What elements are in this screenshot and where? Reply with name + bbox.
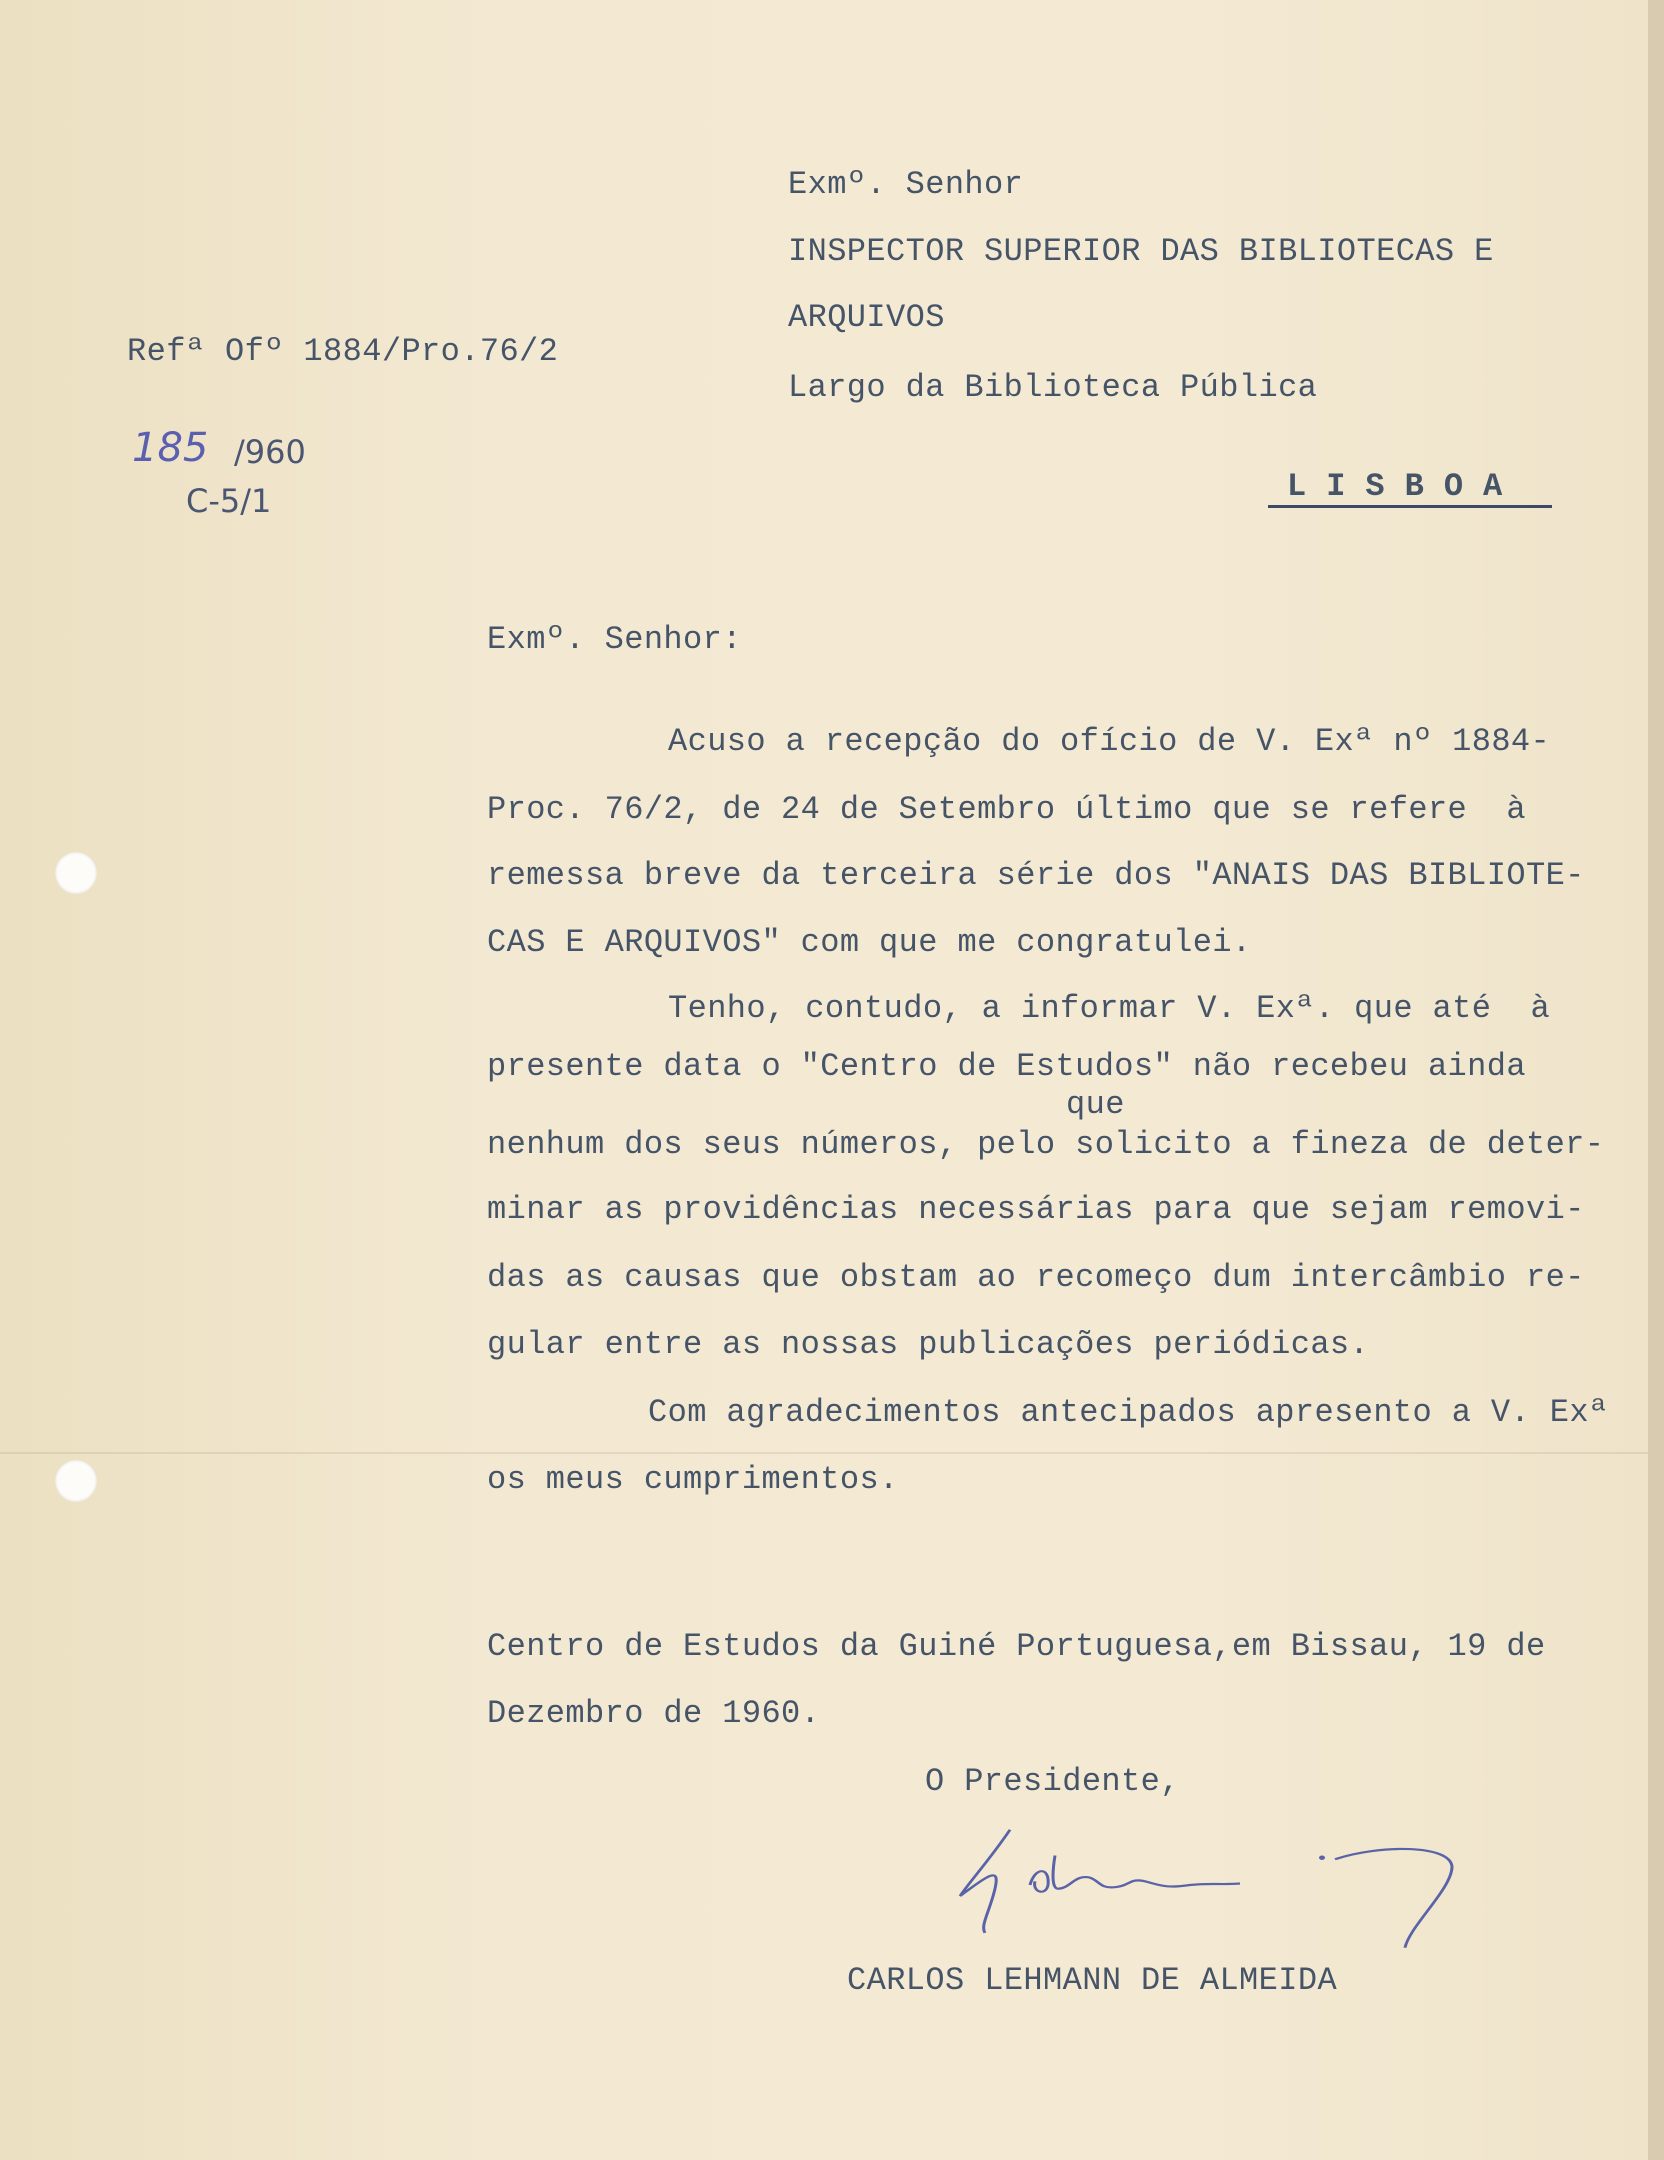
- signature: [940, 1815, 1470, 1955]
- body-line: os meus cumprimentos.: [487, 1461, 899, 1498]
- address-line-2: ARQUIVOS: [788, 299, 945, 336]
- body-line: remessa breve da terceira série dos "ANAIS DAS BIBLIOTE-: [487, 857, 1585, 894]
- closing-place-line-2: Dezembro de 1960.: [487, 1695, 821, 1732]
- punch-hole: [55, 852, 97, 894]
- body-line: CAS E ARQUIVOS" com que me congratulei.: [487, 924, 1252, 961]
- address-salutation: Exmº. Senhor: [788, 166, 1024, 203]
- body-line: Tenho, contudo, a informar V. Exª. que até à: [668, 990, 1551, 1027]
- handwritten-number: 185: [132, 425, 209, 471]
- reference-code: C-5/1: [186, 482, 272, 520]
- body-line: Proc. 76/2, de 24 de Setembro último que se refere à: [487, 791, 1526, 828]
- body-line: gular entre as nossas publicações periódicas.: [487, 1326, 1370, 1363]
- punch-hole: [55, 1460, 97, 1502]
- body-insertion: que: [1066, 1086, 1125, 1123]
- paper-edge: [1648, 0, 1664, 2160]
- signatory-name: CARLOS LEHMANN DE ALMEIDA: [847, 1962, 1338, 1999]
- body-line: nenhum dos seus números, pelo solicito a fineza de deter-: [487, 1126, 1605, 1163]
- closing-title: O Presidente,: [925, 1763, 1180, 1800]
- body-line: das as causas que obstam ao recomeço dum intercâmbio re-: [487, 1259, 1585, 1296]
- address-line-3: Largo da Biblioteca Pública: [788, 369, 1318, 406]
- body-line: presente data o "Centro de Estudos" não recebeu ainda: [487, 1048, 1526, 1085]
- reference-number: Refª Ofº 1884/Pro.76/2: [127, 333, 559, 370]
- body-salutation: Exmº. Senhor:: [487, 621, 742, 658]
- body-line: Acuso a recepção do ofício de V. Exª nº 1884-: [668, 723, 1551, 760]
- address-line-1: INSPECTOR SUPERIOR DAS BIBLIOTECAS E: [788, 233, 1494, 270]
- reference-year: /960: [234, 433, 306, 471]
- body-line: Com agradecimentos antecipados apresento a V. Exª: [648, 1394, 1609, 1431]
- city-underline: [1268, 505, 1552, 508]
- address-city: L I S B O A: [1287, 468, 1503, 505]
- closing-place-line-1: Centro de Estudos da Guiné Portuguesa,em Bissau, 19 de: [487, 1628, 1546, 1665]
- paper-fold: [0, 1452, 1648, 1454]
- body-line: minar as providências necessárias para que sejam removi-: [487, 1191, 1585, 1228]
